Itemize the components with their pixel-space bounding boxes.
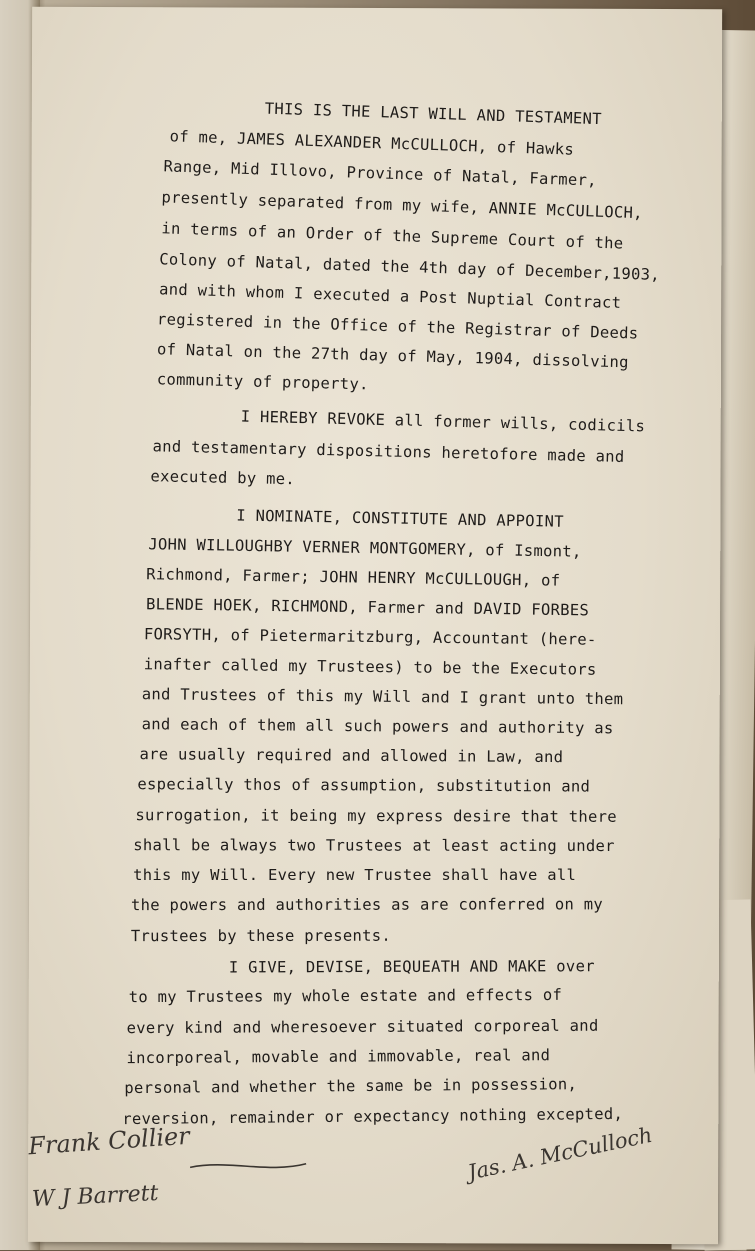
- text-line: are usually required and allowed in Law, and: [139, 745, 564, 767]
- text-line: of Natal on the 27th day of May, 1904, dissolving: [156, 340, 629, 372]
- text-line: I GIVE, DEVISE, BEQUEATH AND MAKE over: [228, 957, 595, 977]
- text-line: and Trustees of this my Will and I grant unto them: [141, 685, 624, 709]
- text-line: executed by me.: [150, 467, 296, 489]
- testator-signature: Jas. A. McCulloch: [465, 1122, 655, 1185]
- text-line: shall be always two Trustees at least acting under: [133, 836, 615, 855]
- text-line: in terms of an Order of the Supreme Court of the: [161, 219, 624, 253]
- text-line: the powers and authorities as are conferred on my: [131, 895, 604, 915]
- text-line: and testamentary dispositions heretofore made and: [152, 437, 625, 466]
- witness-signature: Frank Collier: [27, 1121, 191, 1161]
- text-line: JOHN WILLOUGHBY VERNER MONTGOMERY, of Ismont,: [148, 535, 582, 561]
- text-line: every kind and wheresoever situated corporeal and: [126, 1016, 599, 1038]
- text-line: I HEREBY REVOKE all former wills, codicils: [240, 407, 646, 436]
- will-document-page: [28, 7, 722, 1244]
- text-line: FORSYTH, of Pietermaritzburg, Accountant (here-: [143, 625, 597, 649]
- text-line: surrogation, it being my express desire that there: [135, 806, 617, 826]
- text-line: and each of them all such powers and authority as: [141, 715, 614, 738]
- text-line: reversion, remainder or expectancy nothing excepted,: [122, 1104, 624, 1129]
- text-line: to my Trustees my whole estate and effects of: [128, 985, 563, 1007]
- text-line: incorporeal, movable and immovable, real and: [126, 1046, 551, 1068]
- text-line: personal and whether the same be in possession,: [124, 1075, 578, 1098]
- text-line: especially thos of assumption, substitution and: [137, 775, 591, 796]
- text-line: registered in the Office of the Registrar of Deeds: [156, 310, 639, 343]
- text-line: inafter called my Trustees) to be the Executors: [143, 655, 597, 679]
- document-heading: THIS IS THE LAST WILL AND TESTAMENT: [264, 99, 603, 129]
- signature-flourish-icon: [188, 1155, 308, 1175]
- text-line: community of property.: [156, 370, 369, 394]
- text-line: Range, Mid Illovo, Province of Natal, Farmer,: [163, 157, 598, 190]
- text-line: and with whom I executed a Post Nuptial Contract: [158, 280, 622, 312]
- text-line: presently separated from my wife, ANNIE McCULLOCH,: [161, 188, 644, 223]
- witness-signature: W J Barrett: [31, 1180, 159, 1213]
- text-line: this my Will. Every new Trustee shall have all: [133, 866, 577, 885]
- text-line: Colony of Natal, dated the 4th day of December,1903,: [158, 250, 661, 284]
- text-line: Trustees by these presents.: [130, 926, 391, 946]
- text-line: Richmond, Farmer; JOHN HENRY McCULLOUGH, of: [146, 565, 561, 590]
- text-line: I NOMINATE, CONSTITUTE AND APPOINT: [236, 506, 564, 531]
- text-line: BLENDE HOEK, RICHMOND, Farmer and DAVID FORBES: [145, 595, 590, 620]
- text-line: of me, JAMES ALEXANDER McCULLOCH, of Hawks: [169, 127, 575, 159]
